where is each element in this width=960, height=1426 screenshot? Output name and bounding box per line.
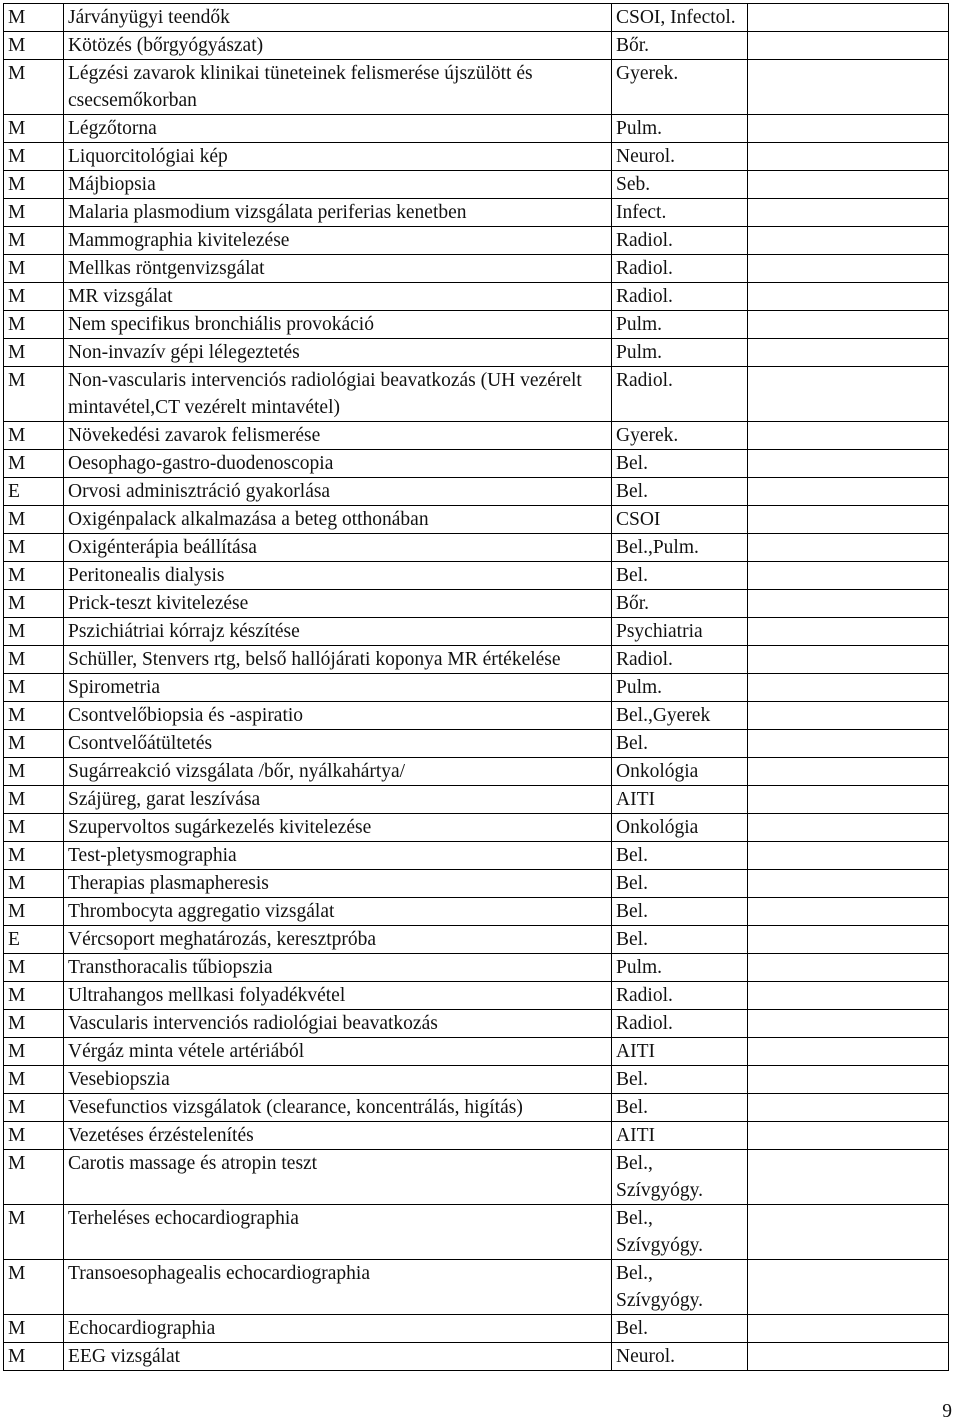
table-row [4, 730, 949, 758]
row-department: Bel., Szívgyógy. [612, 1150, 748, 1205]
table-row [4, 506, 949, 534]
row-empty-cell [748, 590, 949, 618]
row-empty-cell [748, 1094, 949, 1122]
row-type: M [4, 1260, 64, 1315]
row-type: M [4, 199, 64, 227]
row-empty-cell [748, 758, 949, 786]
row-type: M [4, 339, 64, 367]
row-empty-cell [748, 898, 949, 926]
row-type: E [4, 926, 64, 954]
row-department: Bel. [612, 562, 748, 590]
row-type: M [4, 618, 64, 646]
row-procedure-name: Oxigénpalack alkalmazása a beteg otthonában [64, 506, 612, 534]
table-row [4, 618, 949, 646]
row-procedure-name: Mammographia kivitelezése [64, 227, 612, 255]
row-empty-cell [748, 1260, 949, 1315]
table-row [4, 171, 949, 199]
row-type: M [4, 311, 64, 339]
row-empty-cell [748, 227, 949, 255]
row-type: M [4, 1315, 64, 1343]
row-empty-cell [748, 1038, 949, 1066]
row-empty-cell [748, 562, 949, 590]
row-empty-cell [748, 1122, 949, 1150]
procedures-table [3, 3, 949, 1371]
table-row [4, 311, 949, 339]
table-row [4, 1343, 949, 1371]
table-row [4, 870, 949, 898]
table-row [4, 926, 949, 954]
row-type: M [4, 227, 64, 255]
row-procedure-name: Szájüreg, garat leszívása [64, 786, 612, 814]
row-procedure-name: Ultrahangos mellkasi folyadékvétel [64, 982, 612, 1010]
row-type: M [4, 1205, 64, 1260]
row-type: M [4, 982, 64, 1010]
row-department: Bel. [612, 478, 748, 506]
row-type: M [4, 842, 64, 870]
row-department: Bel. [612, 730, 748, 758]
row-empty-cell [748, 60, 949, 115]
row-procedure-name: Terheléses echocardiographia [64, 1205, 612, 1260]
table-row [4, 1038, 949, 1066]
row-department: Pulm. [612, 311, 748, 339]
row-department: AITI [612, 1122, 748, 1150]
row-type: M [4, 4, 64, 32]
row-procedure-name: Vesebiopszia [64, 1066, 612, 1094]
row-empty-cell [748, 478, 949, 506]
row-empty-cell [748, 926, 949, 954]
row-department: Bel. [612, 926, 748, 954]
row-type: M [4, 814, 64, 842]
table-row [4, 898, 949, 926]
row-department: Infect. [612, 199, 748, 227]
row-department: Neurol. [612, 143, 748, 171]
row-department: AITI [612, 786, 748, 814]
row-procedure-name: Non-vascularis intervenciós radiológiai beavatkozás (UH vezérelt mintavétel,CT vezérelt mintavétel) [64, 367, 612, 422]
row-type: M [4, 1150, 64, 1205]
row-procedure-name: Vérgáz minta vétele artériából [64, 1038, 612, 1066]
row-empty-cell [748, 255, 949, 283]
table-row [4, 674, 949, 702]
row-empty-cell [748, 646, 949, 674]
row-empty-cell [748, 143, 949, 171]
row-empty-cell [748, 786, 949, 814]
row-department: Bel. [612, 898, 748, 926]
row-procedure-name: Sugárreakció vizsgálata /bőr, nyálkahártya/ [64, 758, 612, 786]
row-type: M [4, 171, 64, 199]
table-row [4, 1150, 949, 1205]
row-procedure-name: Spirometria [64, 674, 612, 702]
row-procedure-name: Orvosi adminisztráció gyakorlása [64, 478, 612, 506]
row-department: Bel., Szívgyógy. [612, 1205, 748, 1260]
table-row [4, 367, 949, 422]
row-procedure-name: Légzési zavarok klinikai tüneteinek felismerése újszülött és csecsemőkorban [64, 60, 612, 115]
row-type: M [4, 786, 64, 814]
row-department: Radiol. [612, 367, 748, 422]
table-row [4, 1122, 949, 1150]
row-empty-cell [748, 842, 949, 870]
row-empty-cell [748, 814, 949, 842]
row-procedure-name: EEG vizsgálat [64, 1343, 612, 1371]
row-type: M [4, 1122, 64, 1150]
row-procedure-name: Peritonealis dialysis [64, 562, 612, 590]
table-row [4, 227, 949, 255]
row-procedure-name: Schüller, Stenvers rtg, belső hallójárati koponya MR értékelése [64, 646, 612, 674]
table-row [4, 1205, 949, 1260]
row-department: Bel.,Pulm. [612, 534, 748, 562]
table-row [4, 32, 949, 60]
row-empty-cell [748, 115, 949, 143]
row-procedure-name: Vezetéses érzéstelenítés [64, 1122, 612, 1150]
table-row [4, 255, 949, 283]
table-row [4, 758, 949, 786]
row-department: Bőr. [612, 32, 748, 60]
table-row [4, 534, 949, 562]
row-empty-cell [748, 870, 949, 898]
row-empty-cell [748, 199, 949, 227]
row-department: Bel.,Gyerek [612, 702, 748, 730]
row-department: Bőr. [612, 590, 748, 618]
table-row [4, 954, 949, 982]
row-empty-cell [748, 1205, 949, 1260]
row-department: Radiol. [612, 283, 748, 311]
row-type: M [4, 1343, 64, 1371]
row-type: M [4, 702, 64, 730]
row-department: Pulm. [612, 115, 748, 143]
row-procedure-name: Csontvelőátültetés [64, 730, 612, 758]
table-row [4, 4, 949, 32]
row-procedure-name: Vascularis intervenciós radiológiai beavatkozás [64, 1010, 612, 1038]
row-type: M [4, 283, 64, 311]
row-empty-cell [748, 422, 949, 450]
row-procedure-name: Járványügyi teendők [64, 4, 612, 32]
row-empty-cell [748, 954, 949, 982]
row-empty-cell [748, 4, 949, 32]
row-empty-cell [748, 1010, 949, 1038]
row-procedure-name: Liquorcitológiai kép [64, 143, 612, 171]
row-department: Onkológia [612, 814, 748, 842]
row-department: Radiol. [612, 255, 748, 283]
row-department: Neurol. [612, 1343, 748, 1371]
row-empty-cell [748, 702, 949, 730]
row-department: Psychiatria [612, 618, 748, 646]
row-type: M [4, 562, 64, 590]
table-row [4, 982, 949, 1010]
table-row [4, 1010, 949, 1038]
row-procedure-name: Echocardiographia [64, 1315, 612, 1343]
table-row [4, 786, 949, 814]
table-row [4, 199, 949, 227]
row-department: Onkológia [612, 758, 748, 786]
row-type: M [4, 1010, 64, 1038]
row-type: M [4, 115, 64, 143]
row-department: Pulm. [612, 339, 748, 367]
row-type: M [4, 1066, 64, 1094]
row-type: M [4, 1094, 64, 1122]
page-number: 9 [942, 1401, 952, 1422]
row-procedure-name: Oesophago-gastro-duodenoscopia [64, 450, 612, 478]
row-procedure-name: Carotis massage és atropin teszt [64, 1150, 612, 1205]
row-department: CSOI, Infectol. [612, 4, 748, 32]
row-type: M [4, 590, 64, 618]
row-empty-cell [748, 450, 949, 478]
row-empty-cell [748, 367, 949, 422]
row-procedure-name: Csontvelőbiopsia és -aspiratio [64, 702, 612, 730]
table-row [4, 1315, 949, 1343]
table-row [4, 450, 949, 478]
row-department: Gyerek. [612, 60, 748, 115]
row-procedure-name: Szupervoltos sugárkezelés kivitelezése [64, 814, 612, 842]
table-row [4, 590, 949, 618]
row-procedure-name: Non-invazív gépi lélegeztetés [64, 339, 612, 367]
row-department: Pulm. [612, 674, 748, 702]
row-empty-cell [748, 283, 949, 311]
row-department: Bel., Szívgyógy. [612, 1260, 748, 1315]
row-procedure-name: Prick-teszt kivitelezése [64, 590, 612, 618]
row-department: Radiol. [612, 982, 748, 1010]
row-type: M [4, 32, 64, 60]
table-row [4, 283, 949, 311]
row-department: Bel. [612, 870, 748, 898]
row-type: M [4, 1038, 64, 1066]
table-row [4, 478, 949, 506]
row-empty-cell [748, 730, 949, 758]
table-row [4, 115, 949, 143]
row-empty-cell [748, 1315, 949, 1343]
row-procedure-name: Vércsoport meghatározás, keresztpróba [64, 926, 612, 954]
row-procedure-name: MR vizsgálat [64, 283, 612, 311]
table-row [4, 339, 949, 367]
row-department: Bel. [612, 842, 748, 870]
row-department: AITI [612, 1038, 748, 1066]
table-row [4, 422, 949, 450]
row-department: Pulm. [612, 954, 748, 982]
row-empty-cell [748, 1150, 949, 1205]
row-empty-cell [748, 339, 949, 367]
row-empty-cell [748, 618, 949, 646]
row-procedure-name: Oxigénterápia beállítása [64, 534, 612, 562]
row-empty-cell [748, 32, 949, 60]
row-type: M [4, 422, 64, 450]
row-empty-cell [748, 1066, 949, 1094]
row-type: M [4, 758, 64, 786]
row-procedure-name: Vesefunctios vizsgálatok (clearance, koncentrálás, higítás) [64, 1094, 612, 1122]
row-type: M [4, 506, 64, 534]
table-row [4, 1066, 949, 1094]
table-row [4, 814, 949, 842]
row-type: M [4, 870, 64, 898]
table-row [4, 143, 949, 171]
row-procedure-name: Pszichiátriai kórrajz készítése [64, 618, 612, 646]
row-empty-cell [748, 311, 949, 339]
row-type: M [4, 674, 64, 702]
row-department: Seb. [612, 171, 748, 199]
table-row [4, 1260, 949, 1315]
row-type: M [4, 143, 64, 171]
row-type: M [4, 255, 64, 283]
table-row [4, 60, 949, 115]
row-empty-cell [748, 674, 949, 702]
row-procedure-name: Nem specifikus bronchiális provokáció [64, 311, 612, 339]
row-type: M [4, 450, 64, 478]
row-procedure-name: Thrombocyta aggregatio vizsgálat [64, 898, 612, 926]
row-type: M [4, 954, 64, 982]
row-type: M [4, 60, 64, 115]
row-department: Bel. [612, 450, 748, 478]
row-type: M [4, 534, 64, 562]
row-empty-cell [748, 1343, 949, 1371]
row-type: M [4, 730, 64, 758]
table-row [4, 842, 949, 870]
row-procedure-name: Test-pletysmographia [64, 842, 612, 870]
row-department: Radiol. [612, 646, 748, 674]
row-empty-cell [748, 506, 949, 534]
row-department: Bel. [612, 1094, 748, 1122]
row-department: Bel. [612, 1066, 748, 1094]
row-procedure-name: Therapias plasmapheresis [64, 870, 612, 898]
row-department: Bel. [612, 1315, 748, 1343]
table-row [4, 1094, 949, 1122]
row-procedure-name: Májbiopsia [64, 171, 612, 199]
row-type: M [4, 367, 64, 422]
row-type: M [4, 898, 64, 926]
row-department: Radiol. [612, 1010, 748, 1038]
row-empty-cell [748, 171, 949, 199]
row-procedure-name: Mellkas röntgenvizsgálat [64, 255, 612, 283]
row-empty-cell [748, 982, 949, 1010]
table-row [4, 646, 949, 674]
row-department: Radiol. [612, 227, 748, 255]
row-type: M [4, 646, 64, 674]
row-procedure-name: Légzőtorna [64, 115, 612, 143]
row-department: Gyerek. [612, 422, 748, 450]
procedures-table-body [4, 4, 949, 1371]
row-procedure-name: Növekedési zavarok felismerése [64, 422, 612, 450]
table-row [4, 562, 949, 590]
table-row [4, 702, 949, 730]
row-procedure-name: Transoesophagealis echocardiographia [64, 1260, 612, 1315]
row-procedure-name: Malaria plasmodium vizsgálata periferias kenetben [64, 199, 612, 227]
row-empty-cell [748, 534, 949, 562]
row-type: E [4, 478, 64, 506]
row-department: CSOI [612, 506, 748, 534]
row-procedure-name: Transthoracalis tűbiopszia [64, 954, 612, 982]
row-procedure-name: Kötözés (bőrgyógyászat) [64, 32, 612, 60]
